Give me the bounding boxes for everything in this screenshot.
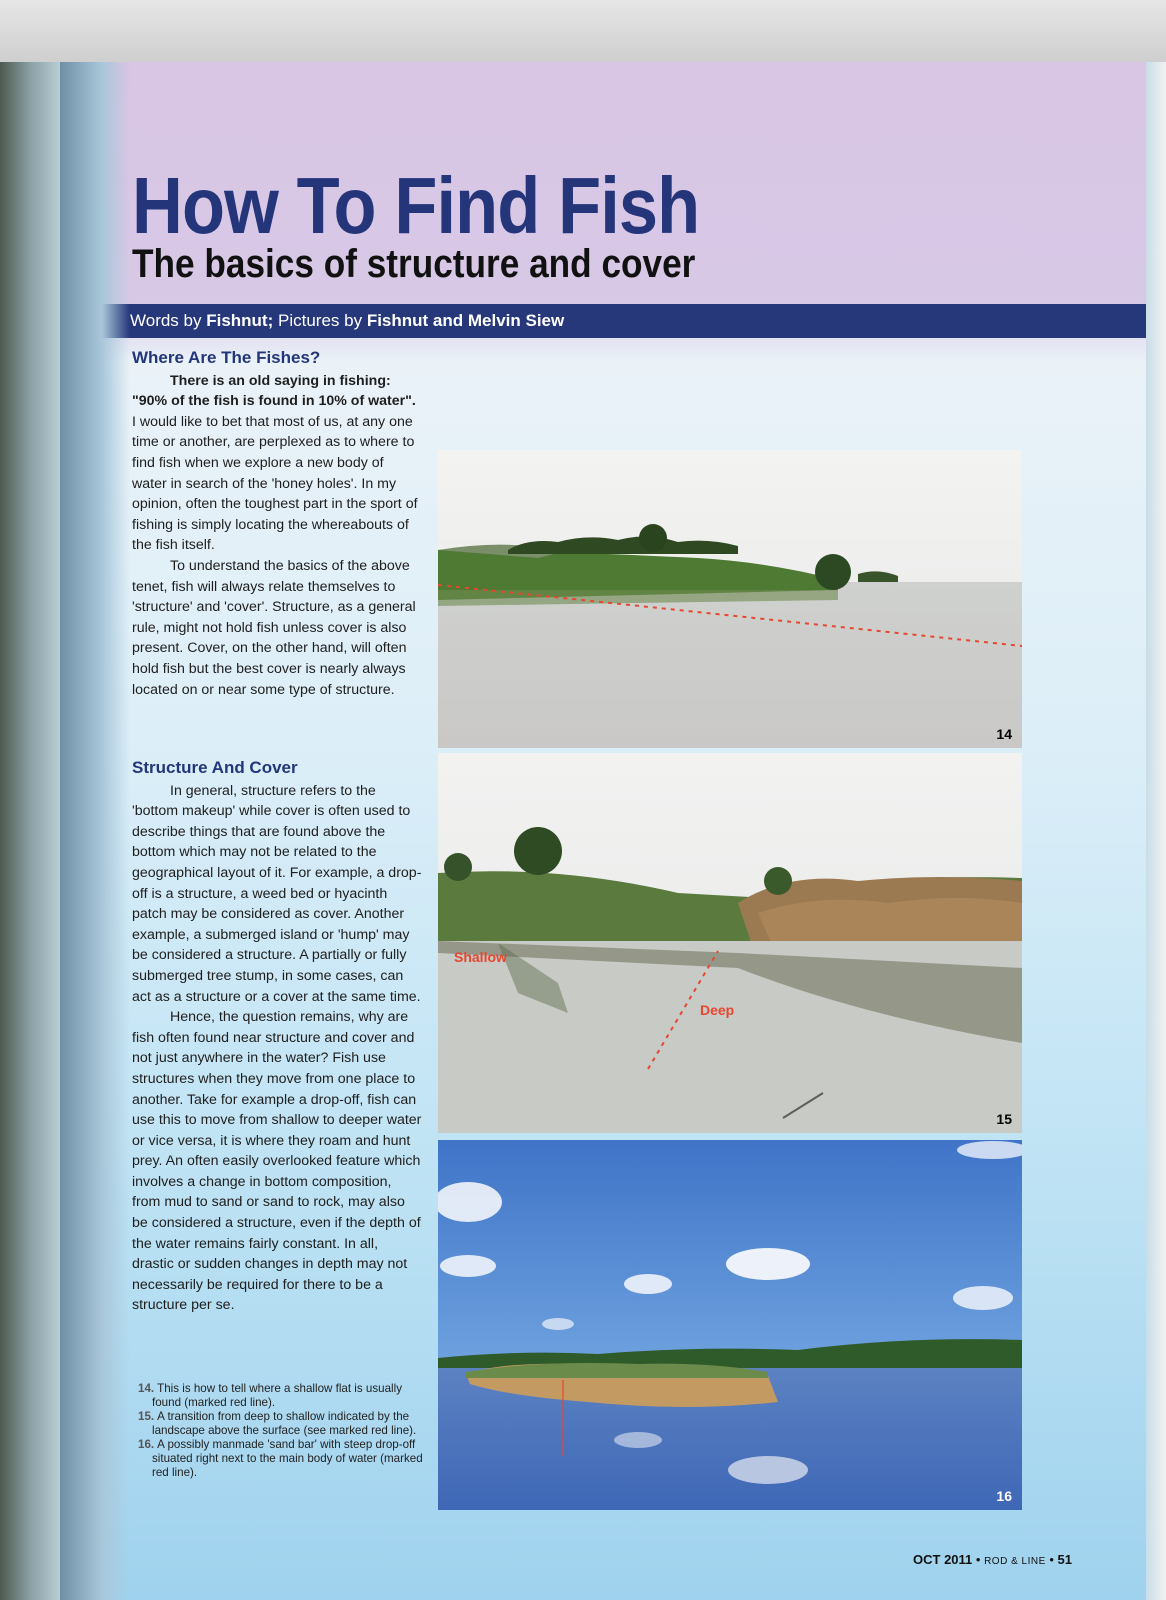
- photo-shallow-flat: [438, 450, 1022, 748]
- photo-captions: [138, 1382, 428, 1480]
- byline-bar: [60, 304, 1146, 338]
- photo-15-image: [438, 753, 1022, 1133]
- photo-14-image: [438, 450, 1022, 748]
- lead-quote: There is an old saying in fishing: "90% of the fish is found in 10% of water".: [132, 372, 416, 410]
- paragraph: In general, structure refers to the 'bottom makeup' while cover is often used to describe things that are found above the bottom which may not be related to the geographical layout of it. For example, a drop-off is a structure, a weed bed or hyacinth patch may be considered as cover. Another example, a submerged island or 'hump' may be considered a structure. A partially or fully submerged tree stump, in some cases, can act as a structure or a cover at the same time.: [132, 782, 422, 1005]
- pictures-author: Fishnut and Melvin Siew: [366, 311, 565, 330]
- words-author: Fishnut;: [206, 311, 274, 330]
- shallow-label: Shallow: [454, 949, 507, 965]
- scan-right-edge: [1146, 62, 1166, 1600]
- section-structure-and-cover: [132, 758, 422, 1316]
- page-number: 51: [1057, 1552, 1072, 1567]
- caption-item: 14. This is how to tell where a shallow flat is usually found (marked red line).: [138, 1382, 402, 1409]
- page-footer: OCT 2011 • ROD & LINE • 51: [913, 1552, 1072, 1567]
- section-heading: Structure And Cover: [132, 758, 298, 777]
- paragraph: Hence, the question remains, why are fish often found near structure and cover and not just anywhere in the water? Fish use structures when they move from one place to another. Take for example a drop-off, fish can use this to move from shallow to deeper water or vice versa, it is where they roam and hunt prey. An often easily overlooked feature which involves a change in bottom composition, from mud to sand or sand to rock, may also be considered a structure, even if the depth of the water remains fairly constant. In all, drastic or sudden changes in depth may not necessarily be required for there to be a structure per se.: [132, 1009, 422, 1314]
- section-where-are-the-fishes: [132, 348, 422, 700]
- photo-16-image: [438, 1140, 1022, 1510]
- article-subtitle: The basics of structure and cover: [132, 242, 696, 286]
- photo-sand-bar: [438, 1140, 1022, 1510]
- caption-item: 15. A transition from deep to shallow indicated by the landscape above the surface (see marked red line).: [138, 1410, 417, 1437]
- photo-deep-shallow-transition: [438, 753, 1022, 1133]
- paragraph: To understand the basics of the above tenet, fish will always relate themselves to 'structure' and 'cover'. Structure, as a general rule, might not hold fish unless cover is also present. Cover, on the other hand, will often hold fish but the best cover is nearly always located on or near some type of structure.: [132, 557, 416, 698]
- deep-label: Deep: [700, 1002, 735, 1018]
- photo-number: 16: [996, 1488, 1012, 1504]
- photo-number: 14: [996, 726, 1012, 742]
- article-title: How To Find Fish: [132, 161, 700, 250]
- magazine-name: ROD & LINE: [984, 1556, 1046, 1567]
- paragraph: There is an old saying in fishing: "90% of the fish is found in 10% of water". I would like to bet that most of us, at any one time or another, are perplexed as to where to find fish when we explore a new body of water in search of the 'honey holes'. In my opinion, often the toughest part in the sport of fishing is simply locating the whereabouts of the fish itself.: [132, 372, 418, 554]
- scan-top-edge: [0, 0, 1166, 62]
- adjacent-page-edge: [0, 62, 60, 1600]
- byline: Words by Fishnut; Pictures by Fishnut and Melvin Siew: [130, 311, 565, 330]
- section-heading: Where Are The Fishes?: [132, 348, 321, 367]
- magazine-page: [60, 62, 1146, 1600]
- photo-number: 15: [996, 1111, 1012, 1127]
- caption-item: 16. A possibly manmade 'sand bar' with steep drop-off situated right next to the main body of water (marked red line).: [138, 1438, 423, 1479]
- issue-date: OCT 2011: [913, 1552, 973, 1567]
